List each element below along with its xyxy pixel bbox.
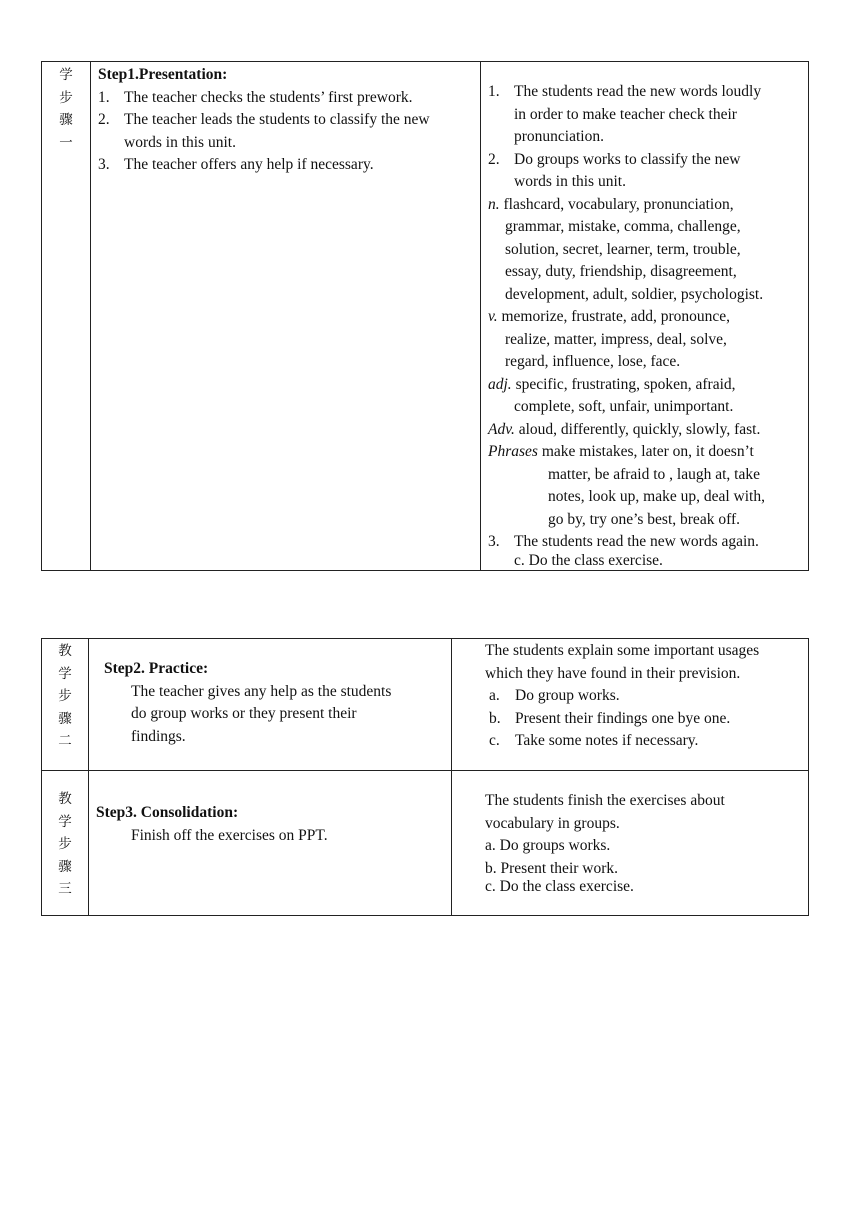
list-number: 2. [98,111,110,128]
list-item: Present their findings one bye one. [515,709,731,727]
list-item: Do groups works to classify the new [514,150,741,168]
list-number: 3. [488,533,500,550]
list-item: words in this unit. [514,173,626,190]
vocab-line: make mistakes, later on, it doesn’t [541,443,754,460]
list-item: in order to make teacher check their [514,105,737,123]
student-activity-cell [480,62,810,570]
student-activity-cell [451,770,810,916]
list-item: The teacher offers any help if necessary. [124,156,374,173]
list-item: pronunciation. [514,128,604,145]
step-title: Step2. Practice: [104,660,209,677]
vocab-nouns [488,194,734,217]
vocab-line: realize, matter, impress, deal, solve, [505,330,727,348]
student-line: which they have found in their prevision. [485,664,741,682]
student-line: a. Do groups works. [485,837,611,854]
student-line: c. Do the class exercise. [485,878,634,895]
list-item: The students read the new words again. [514,533,759,550]
list-item: Do group works. [515,687,620,704]
vocab-line: memorize, frustrate, add, pronounce, [501,308,731,325]
teacher-line: The teacher gives any help as the students [131,682,392,700]
step-label-cell [42,639,88,770]
list-number: 3. [98,156,110,173]
vocab-adverbs [488,419,760,442]
label-char: 步 [59,89,73,106]
list-number: 1. [98,88,110,106]
vocab-adjectives [488,374,736,397]
list-item: The students read the new words loudly [514,83,762,100]
steps-2-3-table [41,638,809,916]
label-char: 步 [58,688,72,704]
label-char: 学 [59,67,73,83]
list-item: Take some notes if necessary. [515,732,699,749]
teacher-activity-cell [88,770,451,916]
list-number: 1. [488,83,500,100]
list-letter: c. [489,732,500,749]
label-char: 教 [58,643,72,659]
label-char: 一 [59,134,73,151]
step-label-cell [42,770,88,916]
vocab-line: notes, look up, make up, deal with, [548,488,765,505]
step-title: Step1.Presentation: [98,66,228,83]
label-char: 骤 [58,858,72,875]
student-activity-cell [451,639,810,770]
pos-label: Phrases [488,443,538,460]
label-char: 三 [58,881,72,897]
list-item: The teacher leads the students to classify the new [124,111,430,128]
student-line: The students finish the exercises about [485,792,725,809]
vocab-line: essay, duty, friendship, disagreement, [505,263,737,280]
list-item: words in this unit. [124,133,236,151]
label-char: 骤 [59,112,73,128]
teacher-activity-cell [90,62,480,570]
vocab-line: flashcard, vocabulary, pronunciation, [503,195,734,213]
vocab-line: complete, soft, unfair, unimportant. [514,398,734,415]
step-title: Step3. Consolidation: [96,804,239,821]
step-label-cell [42,62,90,570]
label-char: 步 [58,836,72,852]
list-letter: a. [489,687,500,704]
step-label [42,64,90,154]
pos-label: Adv. [488,420,515,438]
teacher-line: Finish off the exercises on PPT. [131,826,328,844]
pos-label: adj. [488,375,512,393]
label-char: 学 [58,665,72,682]
step1-table [41,61,809,571]
label-char: 学 [58,813,72,830]
vocab-line: grammar, mistake, comma, challenge, [505,218,741,235]
vocab-line: specific, frustrating, spoken, afraid, [515,375,736,393]
vocab-line: regard, influence, lose, face. [505,353,681,370]
pos-label: v. [488,308,498,325]
vocab-line: matter, be afraid to , laugh at, take [548,465,760,483]
step-label [42,788,88,901]
list-letter: b. [489,709,501,727]
vocab-line: solution, secret, learner, term, trouble, [505,240,741,258]
teacher-line: findings. [131,727,186,745]
list-item: The teacher checks the students’ first prework. [124,88,413,106]
vocab-verbs [488,306,730,329]
vocab-line: development, adult, soldier, psychologist. [505,285,764,303]
pos-label: n. [488,195,500,213]
student-line: The students explain some important usages [485,642,760,659]
teacher-line: do group works or they present their [131,705,357,722]
label-char: 二 [58,733,72,749]
step-label [42,640,88,753]
label-char: 骤 [58,710,72,727]
vocab-line: aloud, differently, quickly, slowly, fast. [518,420,761,438]
list-item: c. Do the class exercise. [514,552,663,569]
list-number: 2. [488,150,500,168]
student-line: b. Present their work. [485,859,619,877]
teacher-activity-cell [88,639,451,770]
student-line: vocabulary in groups. [485,814,620,832]
vocab-phrases [488,441,754,464]
label-char: 教 [58,791,72,807]
vocab-line: go by, try one’s best, break off. [548,510,740,528]
